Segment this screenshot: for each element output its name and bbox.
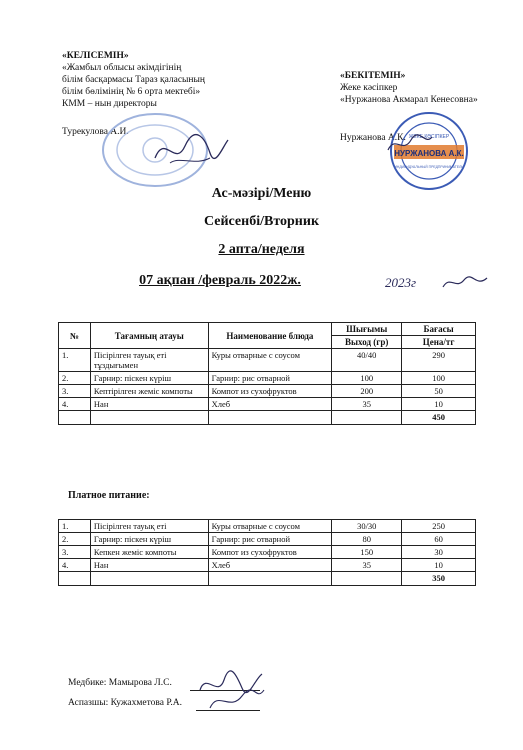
header-name-ru: Наименование блюда (208, 323, 332, 349)
header-price-sub: Цена/тг (402, 336, 476, 349)
row-name-ru: Куры отварные с соусом (208, 520, 332, 533)
row-num: 3. (59, 385, 91, 398)
header-output-sub: Выход (гр) (332, 336, 402, 349)
left-approval-line: білім басқармасы Тараз қаласының (62, 75, 205, 85)
row-num: 4. (59, 398, 91, 411)
director-signature-icon (150, 128, 230, 173)
row-output: 80 (332, 533, 402, 546)
row-num: 2. (59, 533, 91, 546)
row-price: 10 (402, 559, 476, 572)
row-name-ru: Компот из сухофруктов (208, 385, 332, 398)
row-name-kz: Гарнир: піскен күріш (90, 533, 208, 546)
menu-table (58, 322, 476, 425)
paid-menu-table (58, 519, 476, 586)
row-output: 100 (332, 372, 402, 385)
left-approval-line: КММ – нын директоры (62, 99, 157, 109)
left-approval-title: «КЕЛІСЕМІН» (62, 51, 129, 61)
date-title: 07 ақпан /февраль 2022ж. (139, 273, 301, 288)
row-num: 1. (59, 349, 91, 372)
table-row (59, 520, 476, 533)
cook-signature-label: Аспазшы: Кужахметова Р.А. (68, 698, 183, 708)
row-output: 35 (332, 559, 402, 572)
row-price: 30 (402, 546, 476, 559)
row-price: 290 (402, 349, 476, 372)
row-output: 40/40 (332, 349, 402, 372)
week-title: 2 апта/неделя (218, 242, 305, 257)
right-signer-name: Нуржанова А.К. (340, 133, 406, 143)
header-name-kz: Тағамның атауы (90, 323, 208, 349)
table-row (59, 398, 476, 411)
row-name-kz: Нан (90, 398, 208, 411)
entrepreneur-signature-icon (385, 132, 435, 157)
right-approval-line: Жеке кәсіпкер (340, 83, 398, 93)
header-num: № (59, 323, 91, 349)
nurse-signature-label: Медбике: Мамырова Л.С. (68, 678, 172, 688)
row-num: 4. (59, 559, 91, 572)
header-price: Бағасы (402, 323, 476, 336)
stamp-main-text: НУРЖАНОВА А.К. (394, 149, 464, 158)
row-output: 30/30 (332, 520, 402, 533)
table-row (59, 372, 476, 385)
handwritten-year: 2023г (385, 275, 417, 290)
stamp-bottom-text: ИНДИВИДУАЛЬНЫЙ ПРЕДПРИНИМАТЕЛЬ (394, 165, 464, 169)
row-name-ru: Гарнир: рис отварной (208, 372, 332, 385)
footer-signature-icon (192, 668, 267, 713)
row-name-kz: Пісірілген тауық еті тұздығымен (90, 349, 208, 372)
row-price: 60 (402, 533, 476, 546)
row-name-kz: Нан (90, 559, 208, 572)
left-approval-line: «Жамбыл облысы әкімдігінің (62, 63, 182, 73)
row-price: 100 (402, 372, 476, 385)
table-row (59, 385, 476, 398)
right-approval-title: «БЕКІТЕМІН» (340, 71, 406, 81)
right-approval-line: «Нуржанова Акмарал Кенесовна» (340, 95, 478, 105)
row-name-ru: Гарнир: рис отварной (208, 533, 332, 546)
row-output: 35 (332, 398, 402, 411)
table-row (59, 533, 476, 546)
day-title: Сейсенбі/Вторник (203, 214, 320, 229)
row-num: 1. (59, 520, 91, 533)
table-row (59, 349, 476, 372)
row-num: 3. (59, 546, 91, 559)
row-name-ru: Хлеб (208, 398, 332, 411)
row-num: 2. (59, 372, 91, 385)
row-output: 150 (332, 546, 402, 559)
stamp-top-text: ЖЕКЕ КӘСІПКЕР (408, 134, 450, 140)
row-output: 200 (332, 385, 402, 398)
row-price: 10 (402, 398, 476, 411)
total-value: 450 (402, 411, 476, 425)
left-signer-name: Турекулова А.И. (62, 127, 129, 137)
table-row (59, 559, 476, 572)
paid-title: Платное питание: (68, 490, 150, 501)
total-row (59, 572, 476, 586)
left-approval-line: білім бөлімінің № 6 орта мектебі» (62, 87, 201, 97)
header-output: Шығымы (332, 323, 402, 336)
row-name-kz: Пісірілген тауық еті (90, 520, 208, 533)
row-name-kz: Гарнир: піскен күріш (90, 372, 208, 385)
row-price: 250 (402, 520, 476, 533)
table-row (59, 546, 476, 559)
row-name-kz: Кепкен жеміс компоты (90, 546, 208, 559)
paid-total-value: 350 (402, 572, 476, 586)
total-row (59, 411, 476, 425)
row-name-kz: Кептірілген жеміс компоты (90, 385, 208, 398)
row-name-ru: Компот из сухофруктов (208, 546, 332, 559)
date-signature-icon (440, 272, 490, 294)
row-name-ru: Куры отварные с соусом (208, 349, 332, 372)
row-price: 50 (402, 385, 476, 398)
row-name-ru: Хлеб (208, 559, 332, 572)
menu-title: Ас-мәзірі/Меню (211, 186, 312, 201)
